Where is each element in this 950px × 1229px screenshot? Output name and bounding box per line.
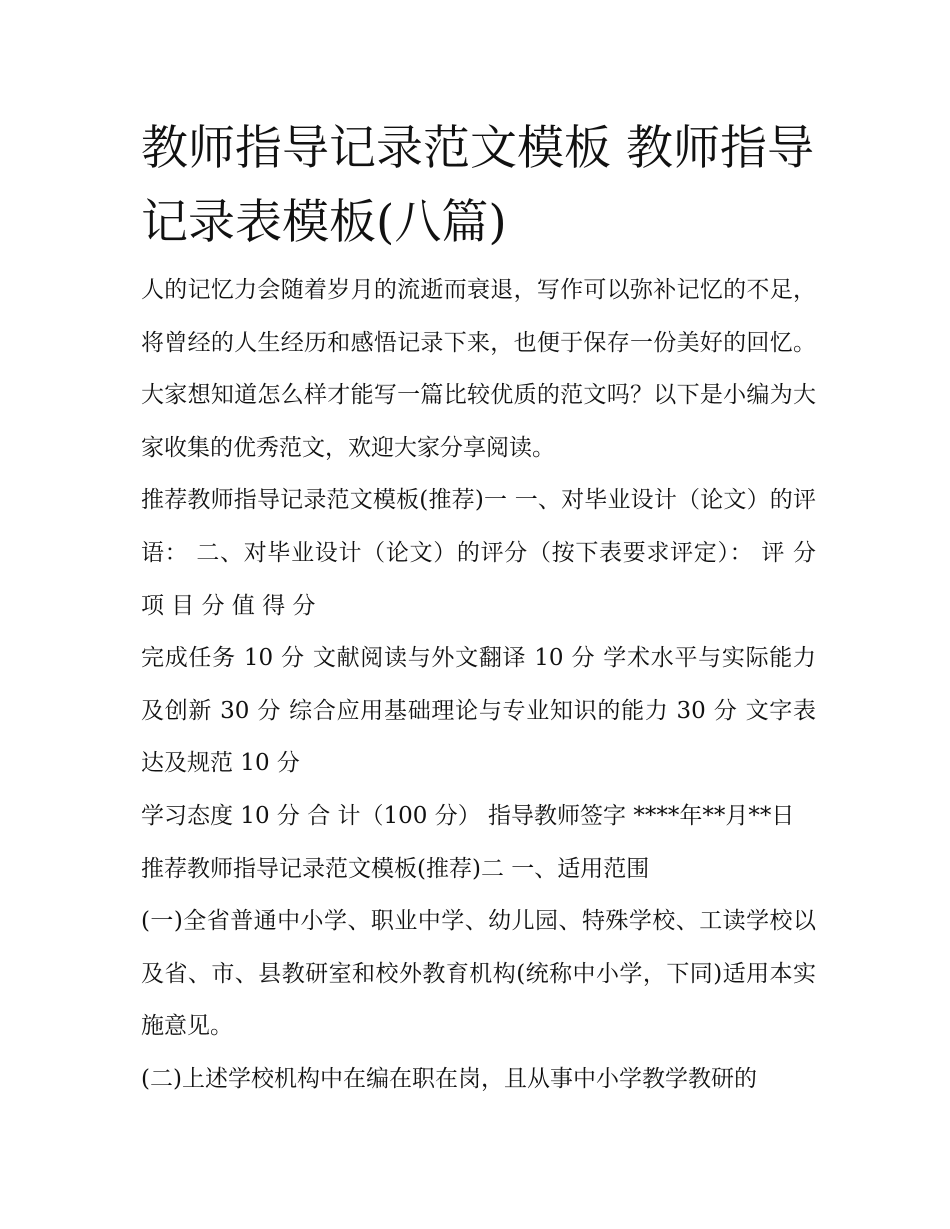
paragraph-sample-two: 推荐教师指导记录范文模板(推荐)二 一、适用范围: [141, 855, 650, 882]
paragraph-intro: 人的记忆力会随着岁月的流逝而衰退，写作可以弥补记忆的不足，将曾经的人生经历和感悟记录下来，也便于保存一份美好的回忆。大家想知道怎么样才能写一篇比较优质的范文吗？以下是小编为大家收集的优秀范文，欢迎大家分享阅读。: [141, 277, 816, 461]
paragraph-scope-two: (二)上述学校机构中在编在职在岗，且从事中小学教学教研的: [141, 1065, 757, 1092]
paragraph-sample-one: 推荐教师指导记录范文模板(推荐)一 一、对毕业设计（论文）的评语： 二、对毕业设计（论文）的评分（按下表要求评定）： 评 分 项 目 分 值 得 分: [141, 487, 816, 619]
document-page: [141, 112, 816, 1106]
paragraph-signature: 学习态度 10 分 合 计（100 分） 指导教师签字 ****年**月**日: [141, 802, 795, 829]
document-title: 教师指导记录范文模板 教师指导记录表模板(八篇): [141, 121, 814, 250]
paragraph-scope-one: (一)全省普通中小学、职业中学、幼儿园、特殊学校、工读学校以及省、市、县教研室和校外教育机构(统称中小学，下同)适用本实施意见。: [141, 908, 816, 1040]
paragraph-score-items: 完成任务 10 分 文献阅读与外文翻译 10 分 学术水平与实际能力及创新 30 分 综合应用基础理论与专业知识的能力 30 分 文字表达及规范 10 分: [141, 645, 816, 777]
